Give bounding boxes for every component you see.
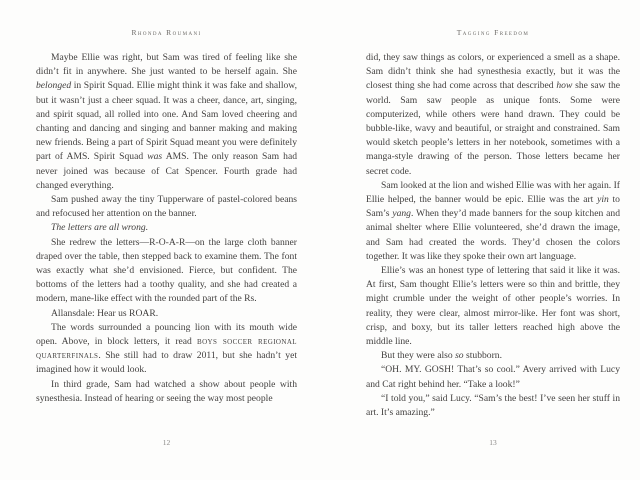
paragraph: “I told you,” said Lucy. “Sam’s the best! I’ve seen her stuff in art. It’s amazing.” — [366, 392, 620, 419]
paragraph: In third grade, Sam had watched a show about people with synesthesia. Instead of hearing or seeing the way most people — [36, 378, 297, 404]
running-header-author: Rhonda Roumani — [131, 28, 202, 37]
paragraph: She redrew the letters—R-O-A-R—on the large cloth banner draped over the table, then stepped back to examine them. The font was exactly what she’d envisioned. Fierce, but confident. The bottoms of the letters had a toothy quality, and she had created a modern, mane-like effect with the rounded part of the Rs. — [36, 236, 297, 305]
paragraph: But they were also so stubborn. — [381, 350, 502, 362]
right-page-number: 13 — [489, 438, 497, 447]
paragraph: did, they saw things as colors, or experienced a smell as a shape. Sam didn’t think she had synesthesia exactly, but it was the closest thing she had come across that described how she saw the world. Sam saw people as unique fonts. Some were computerized, while others were hand drawn. They could be bubble-like, wavy and beautiful, or straight and constrained. Sam would sketch people’s letters in her notebook, sometimes with a manga-style drawing of the person. Those letters became her secret code. — [366, 52, 621, 177]
paragraph: Sam pushed away the tiny Tupperware of pastel-colored beans and refocused her attention on the banner. — [36, 194, 297, 220]
paragraph: Maybe Ellie was right, but Sam was tired of feeling like she didn’t fit in anywhere. She just wanted to be herself again. She belonged in Spirit Squad. Ellie might think it was fake and shallow, but it wasn’t just a cheer squad. It was a cheer, dance, art, singing, and spirit squad, all rolled into one. And Sam loved cheering and chanting and dancing and singing and banner making and making new friends. Being a part of Spirit Squad meant you were definitely part of AMS. Spirit Squad was AMS. The only reason Sam had never joined was because of Cat Spencer. Fourth grade had changed everything. — [36, 52, 297, 191]
paragraph: The letters are all wrong. — [51, 222, 149, 234]
right-page-body-text — [366, 51, 620, 420]
left-page-body-text — [36, 51, 297, 406]
paragraph: Ellie’s was an honest type of lettering that said it like it was. At first, Sam thought Ellie’s letters were so thin and brittle, they might crumble under the weight of other people’s worries. In reality, they were clear, almost mirror-like. Her font was short, crisp, and boxy, but its taller letters reached high above the middle line. — [366, 265, 620, 348]
paragraph: Sam looked at the lion and wished Ellie was with her again. If Ellie helped, the banner would be epic. Ellie was the art yin to Sam’s yang. When they’d made banners for the soup kitchen and animal shelter where Ellie volunteered, she’d drawn the image, and Sam had created the words. They’d chosen the colors together. It was like they spoke their own art language. — [366, 179, 620, 262]
paragraph: “OH. MY. GOSH! That’s so cool.” Avery arrived with Lucy and Cat right behind her. “Take a look!” — [366, 364, 620, 390]
left-page-number: 12 — [162, 438, 171, 447]
running-header-title: Tagging Freedom — [456, 28, 530, 37]
paragraph: Allansdale: Hear us ROAR. — [51, 307, 159, 319]
paragraph: The words surrounded a pouncing lion with its mouth wide open. Above, in block letters, it read boys soccer regional quarterfinals. She still had to draw 2011, but she hadn’t yet imagined how it would look. — [36, 321, 297, 376]
